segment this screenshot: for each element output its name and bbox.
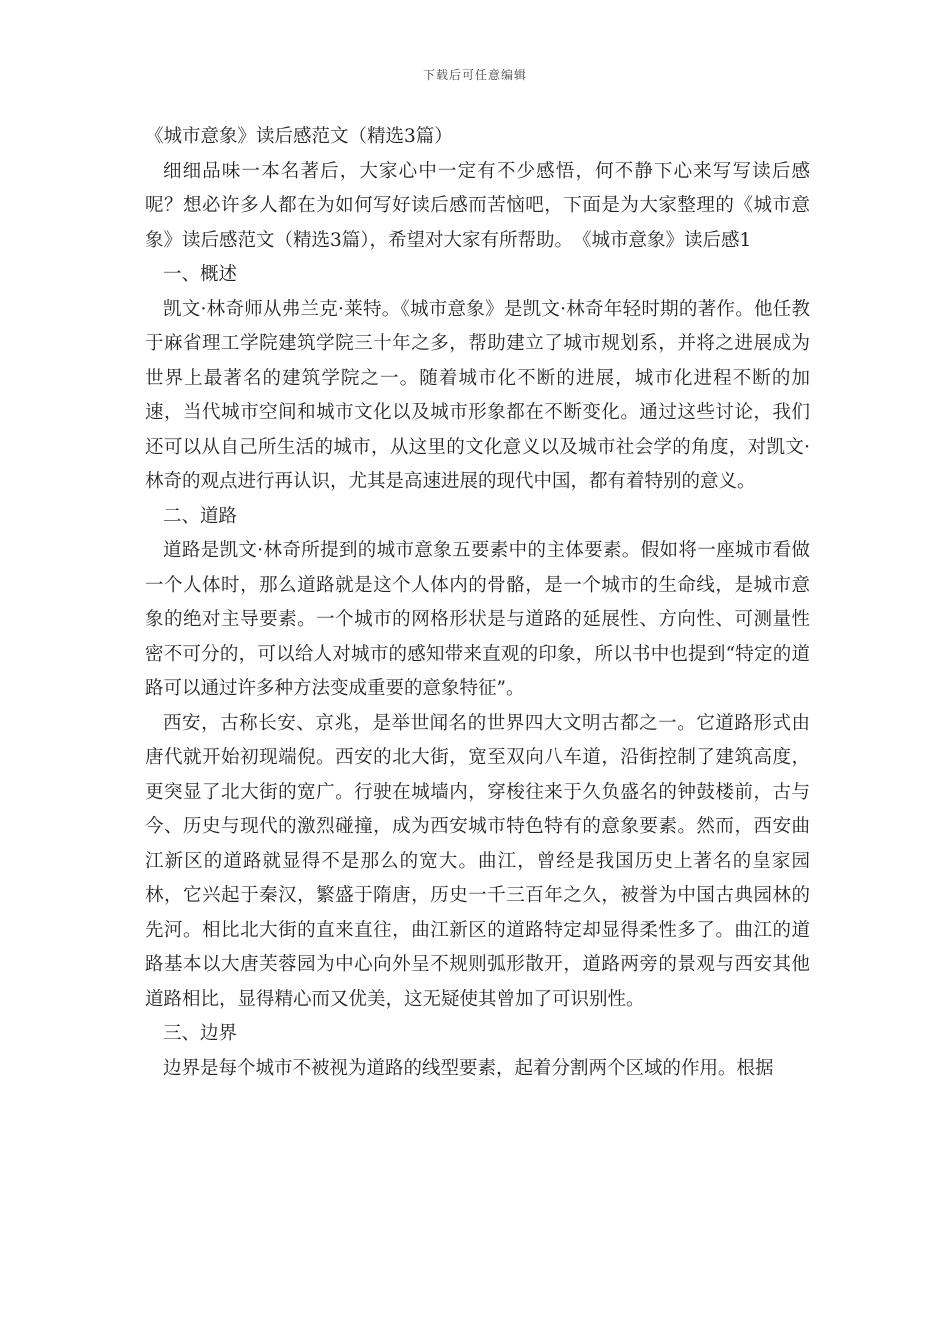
paragraph-roads-1: 道路是凯文·林奇所提到的城市意象五要素中的主体要素。假如将一座城市看做一个人体时，那么道路就是这个人体内的骨骼，是一个城市的生命线，是城市意象的绝对主导要素。一个城市的网格形状是与道路的延展性、方向性、可测量性密不可分的，可以给人对城市的感知带来直观的印象，所以书中也提到“特定的道路可以通过许多种方法变成重要的意象特征”。 (145, 540, 810, 699)
section-heading-roads: 二、道路 (163, 505, 238, 527)
section-heading-edges: 三、边界 (163, 1023, 238, 1044)
section-heading-overview: 一、概述 (163, 264, 238, 285)
header-note: 下载后可任意编辑 (422, 68, 527, 82)
paragraph-edges: 边界是每个城市不被视为道路的线型要素，起着分割两个区域的作用。根据 (163, 1057, 774, 1079)
paragraph-roads-2: 西安，古称长安、京兆，是举世闻名的世界四大文明古都之一。它道路形式由唐代就开始初现端倪。西安的北大街，宽至双向八车道，沿街控制了建筑高度，更突显了北大街的宽广。行驶在城墙内，穿梭往来于久负盛名的钟鼓楼前，古与今、历史与现代的激烈碰撞，成为西安城市特色特有的意象要素。然而，西安曲江新区的道路就显得不是那么的宽大。曲江，曾经是我国历史上著名的皇家园林，它兴起于秦汉，繁盛于隋唐，历史一千三百年之久，被誉为中国古典园林的先河。相比北大街的直来直往，曲江新区的道路特定却显得柔性多了。曲江的道路基本以大唐芙蓉园为中心向外呈不规则弧形散开，道路两旁的景观与西安其他道路相比，显得精心而又优美，这无疑使其曾加了可识别性。 (145, 712, 810, 1010)
document-body (145, 120, 810, 1086)
document-title: 《城市意象》读后感范文（精选3篇） (145, 126, 453, 147)
paragraph-overview: 凯文·林奇师从弗兰克·莱特。《城市意象》是凯文·林奇年轻时期的著作。他任教于麻省理工学院建筑学院三十年之多，帮助建立了城市规划系，并将之进展成为世界上最著名的建筑学院之一。随着城市化不断的进展，城市化进程不断的加速，当代城市空间和城市文化以及城市形象都在不断变化。通过这些讨论，我们还可以从自己所生活的城市，从这里的文化意义以及城市社会学的角度，对凯文·林奇的观点进行再认识，尤其是高速进展的现代中国，都有着特别的意义。 (145, 298, 810, 492)
intro-paragraph: 细细品味一本名著后，大家心中一定有不少感悟，何不静下心来写写读后感呢？想必许多人都在为如何写好读后感而苦恼吧，下面是为大家整理的《城市意象》读后感范文（精选3篇），希望对大家有所帮助。 《城市意象》读后感1 (145, 160, 810, 251)
